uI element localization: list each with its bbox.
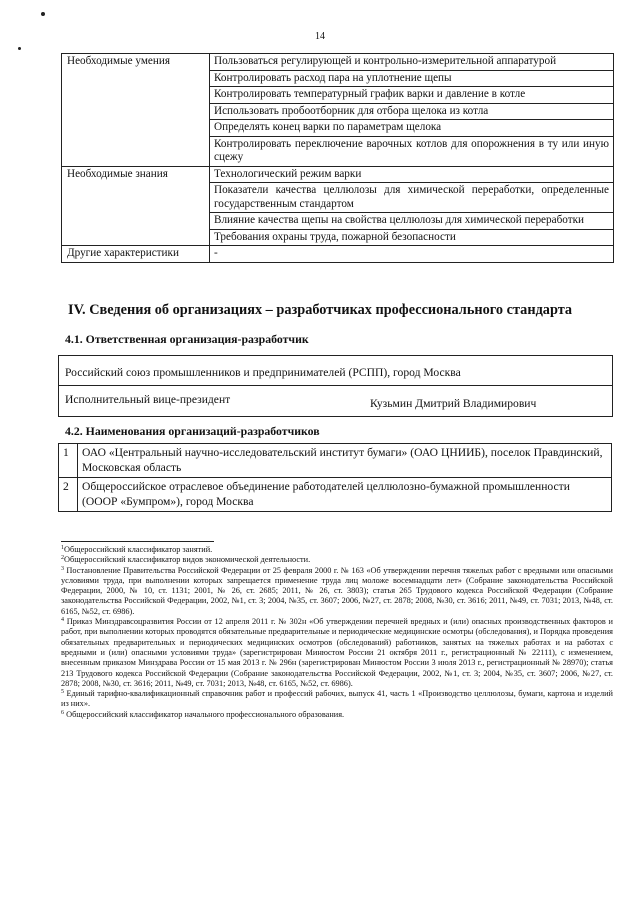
subsection-title-4-2: 4.2. Наименования организаций-разработчиков: [65, 424, 320, 438]
footnote-text: Общероссийский классификатор начального профессионального образования.: [64, 709, 345, 719]
footnote: [61, 710, 613, 720]
skills-table: [61, 53, 614, 263]
knowledge-cell: Технологический режим варки: [210, 166, 614, 183]
footnote-mark: 6: [61, 709, 64, 716]
footnote-mark: 3: [61, 565, 64, 572]
skill-cell: Определять конец варки по параметрам щелока: [210, 120, 614, 137]
responsible-org-box: [58, 355, 613, 386]
table-row: [59, 478, 612, 512]
org-number: 1: [59, 444, 78, 478]
org-text: Общероссийское отраслевое объединение работодателей целлюлозно-бумажной промышленности (ОООР «Бумпром»), город Москва: [78, 478, 612, 512]
footnote-separator: [61, 541, 214, 542]
footnote: [61, 617, 613, 689]
other-cell: -: [210, 246, 614, 263]
responsible-org-name: Российский союз промышленников и предпринимателей (РСПП), город Москва: [65, 366, 461, 379]
footnote: [61, 545, 613, 555]
table-row: [59, 444, 612, 478]
footnote-mark: 1: [61, 545, 64, 551]
footnote-text: Общероссийский классификатор занятий.: [64, 545, 213, 554]
footnote: [61, 689, 613, 710]
subsection-title-4-1: 4.1. Ответственная организация-разработчик: [65, 332, 309, 346]
knowledge-cell: Требования охраны труда, пожарной безопасности: [210, 229, 614, 246]
skill-cell: Контролировать расход пара на уплотнение щепы: [210, 70, 614, 87]
signatory-box: [58, 385, 613, 417]
footnote-mark: 4: [61, 617, 64, 624]
footnote-mark: 2: [61, 555, 64, 562]
row-label-other: Другие характеристики: [62, 246, 210, 263]
developer-orgs-table: [58, 443, 612, 512]
page-number: 14: [315, 31, 325, 42]
scan-speck: [18, 47, 21, 50]
skill-cell: Пользоваться регулирующей и контрольно-измерительной аппаратурой: [210, 54, 614, 71]
section-title: IV. Сведения об организациях – разработчиках профессионального стандарта: [68, 302, 573, 318]
signatory-name: Кузьмин Дмитрий Владимирович: [370, 397, 537, 410]
footnote-text: Приказ Минздравсоцразвития России от 12 апреля 2011 г. № 302н «Об утверждении перечней вредных и (или) опасных производственных факторов и работ, при выполнении которых проводятся обязательные предварительные и периодические медицинские осмотры (обследования), и Порядка проведения обязательных предварительных и периодических медицинских осмотров (обследований) работников, занятых на тяжелых работах и на работах с вредными и (или) опасными условиями труда» (зарегистрирован Минюстом России 21 октября 2011 г., регистрационный № 22111), с изменением, внесенным приказом Минздрава России от 15 мая 2013 г. № 296н (зарегистрирован Минюстом России 3 июля 2013 г., регистрационный № 28970); статья 213 Трудового кодекса Российской Федерации (Собрание законодательства Российской Федерации, 2002, №1, ст. 3; 2004, №35, ст. 3607; 2006, №27, ст. 2878; 2008, №30, ст. 3616; 2011, №49, ст. 7031; 2013, №48, ст. 6165, №52, ст. 6986).: [61, 617, 613, 688]
footnotes: [61, 545, 613, 720]
knowledge-cell: Влияние качества щепы на свойства целлюлозы для химической переработки: [210, 213, 614, 230]
skill-cell: Использовать пробоотборник для отбора щелока из котла: [210, 103, 614, 120]
org-text: ОАО «Центральный научно-исследовательский институт бумаги» (ОАО ЦНИИБ), поселок Правдинский, Московская область: [78, 444, 612, 478]
skill-cell: Контролировать температурный график варки и давление в котле: [210, 87, 614, 104]
footnote: [61, 555, 613, 565]
scan-speck: [41, 12, 45, 16]
org-number: 2: [59, 478, 78, 512]
footnote-text: Общероссийский классификатор видов экономической деятельности.: [64, 555, 311, 565]
footnote-text: Постановление Правительства Российской Федерации от 25 февраля 2000 г. № 163 «Об утверждении перечня тяжелых работ с вредными или опасными условиями труда, при выполнении которых запрещается применение труда лиц моложе восемнадцати лет» (Собрание законодательства Российской Федерации, 2000, № 10, ст. 1131; 2001, № 26, ст. 2685; 2011, № 26, ст. 3803); статья 265 Трудового кодекса Российской Федерации (Собрание законодательства Российской Федерации, 2002, №1, ст. 3; 2004, №35, ст. 3607; 2006, №27, ст. 2878; 2008, №30, ст. 3616; 2011, №49, ст. 7031; 2013, №48, ст. 6165, №52, ст. 6986).: [61, 565, 613, 616]
footnote: [61, 566, 613, 617]
signatory-position: Исполнительный вице-президент: [65, 393, 231, 406]
footnote-mark: 5: [61, 689, 64, 696]
footnote-text: Единый тарифно-квалификационный справочник работ и профессий рабочих, выпуск 41, часть 1 «Производство целлюлозы, бумаги, картона и изделий из них».: [61, 689, 613, 709]
row-label-skills: Необходимые умения: [62, 54, 210, 167]
skill-cell: Контролировать переключение варочных котлов для опорожнения в ту или иную сцежу: [210, 136, 614, 166]
knowledge-cell: Показатели качества целлюлозы для химической переработки, определенные государственным стандартом: [210, 183, 614, 213]
row-label-knowledge: Необходимые знания: [62, 166, 210, 246]
